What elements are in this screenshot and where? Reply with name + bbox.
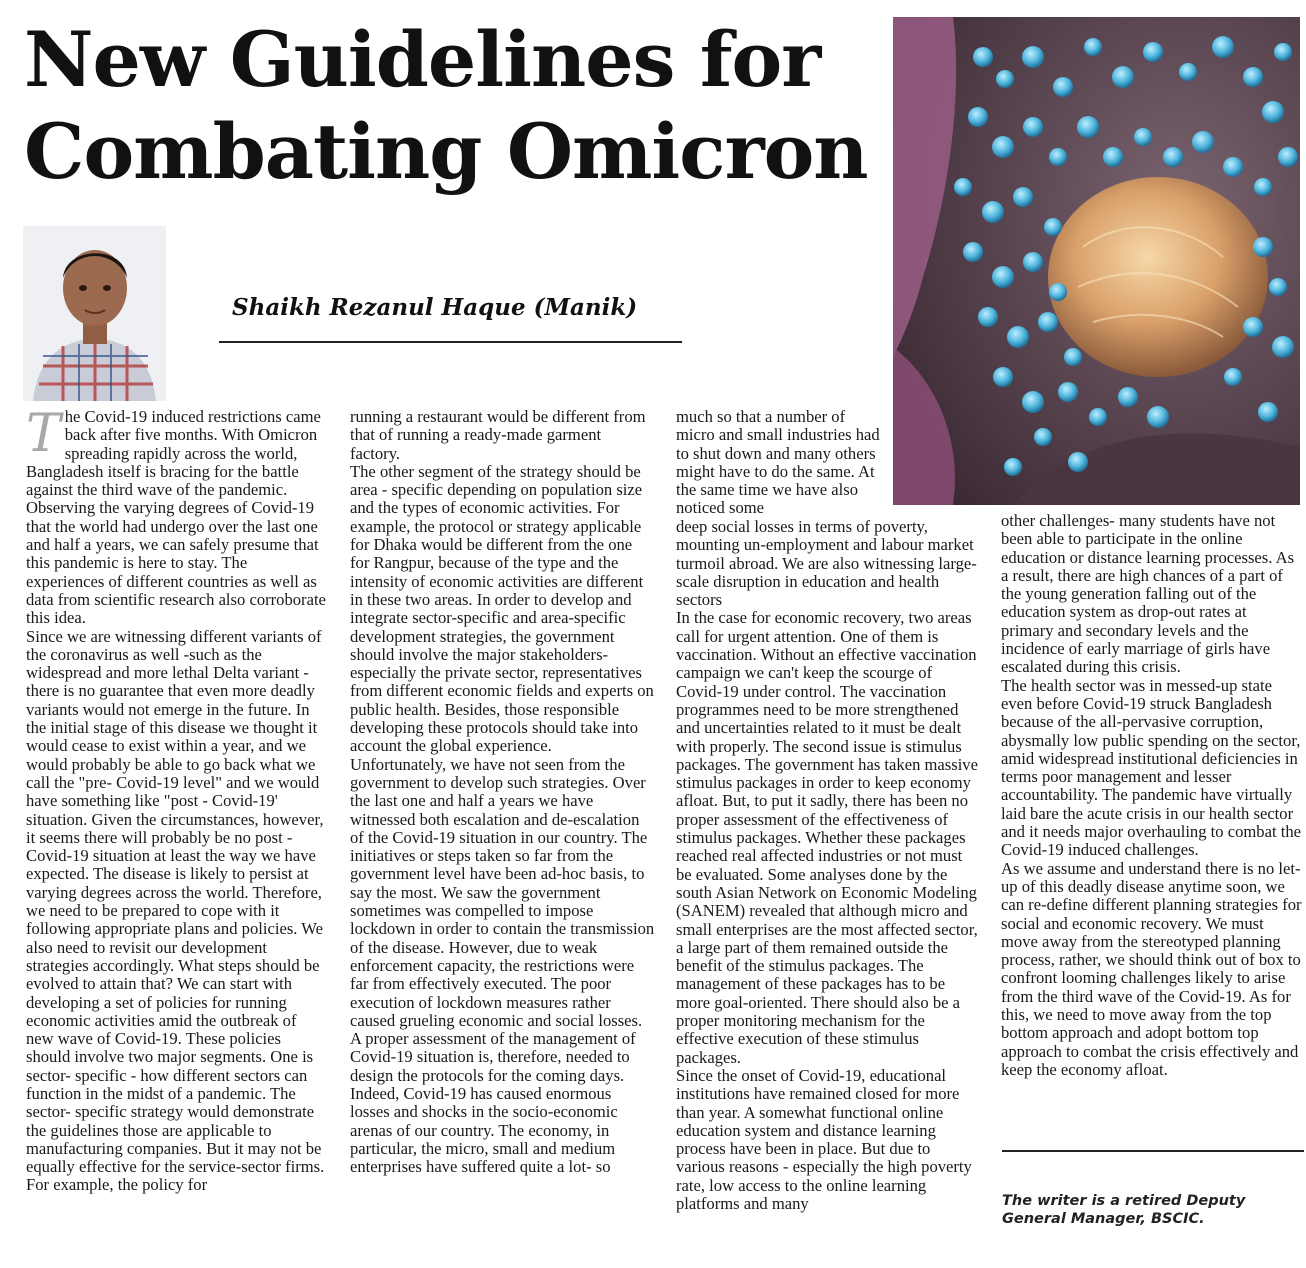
column-4 — [1001, 512, 1303, 1079]
paragraph: Indeed, Covid-19 has caused enormous losses and shocks in the socio-economic arenas of our country. The economy, in particular, the micro, small and medium enterprises have suffered quite a lot- so — [350, 1083, 618, 1177]
column-2 — [350, 408, 655, 1176]
virus-micrograph-image — [893, 17, 1300, 505]
paragraph: Unfortunately, we have not seen from the government to develop such strategies. Over the last one and half a years we have witnessed both escalation and de-escalation of the Covid-19 situation in our country. The initiatives or steps taken so far from the government level have been ad-hoc basis, to say the most. We saw the government sometimes was compelled to impose lockdown in order to contain the transmission of the disease. However, due to weak enforcement capacity, the restrictions were far from effectively executed. The poor execution of lockdown measures rather caused grueling economic and social losses. A proper assessment of the management of Covid-19 situation is, therefore, needed to design the protocols for the coming days. — [350, 754, 655, 1085]
author-note: The writer is a retired Deputy General Manager, BSCIC. — [1002, 1193, 1246, 1227]
paragraph: As we assume and understand there is no let-up of this deadly disease anytime soon, we can re-define different planning strategies for social and economic recovery. We must move away from the stereotyped planning process, rather, we should think out of box to confront looming challenges likely to arise from the third wave of the Covid-19. As for this, we need to move away from the top bottom approach and adopt bottom top approach to combat the crisis effectively and keep the economy afloat. — [1001, 858, 1302, 1079]
column-3-top — [676, 408, 886, 518]
author-portrait-illustration — [23, 226, 166, 401]
paragraph: The other segment of the strategy should be area - specific depending on population size and the types of economic activities. For example, the protocol or strategy applicable for Dhaka would be different from the one for Rangpur, because of the type and the intensity of economic activities are different in these two areas. In order to develop and integrate sector-specific and area-specific development strategies, the government should involve the major stakeholders- especially the private sector, representatives from different economic fields and experts on public health. Besides, those responsible developing these protocols should take into account the global experience. — [350, 461, 654, 756]
byline-divider — [219, 341, 682, 343]
headline — [24, 14, 884, 198]
headline-line-2: Combating Omicron — [24, 107, 868, 196]
byline: Shaikh Rezanul Haque (Manik) — [232, 294, 638, 321]
end-divider — [1002, 1150, 1304, 1152]
author-portrait-photo — [23, 226, 166, 401]
drop-cap: T — [26, 404, 61, 464]
headline-line-1: New Guidelines for — [24, 15, 821, 104]
paragraph: much so that a number of micro and small industries had to shut down and many others might have to do the same. At the same time we have also noticed some — [676, 407, 880, 518]
paragraph: Since the onset of Covid-19, educational institutions have remained closed for more than year. A somewhat functional online education system and distance learning process have been in place. But due to various reasons - especially the high poverty rate, low access to the online learning platforms and many — [676, 1065, 972, 1213]
paragraph: running a restaurant would be different from that of running a ready-made garment factory. — [350, 407, 646, 463]
column-3 — [676, 518, 981, 1213]
micrograph-illustration — [893, 17, 1300, 505]
paragraph-text: he Covid-19 induced restrictions came back after five months. With Omicron spreading rapidly across the world, Bangladesh itself is bracing for the battle against the third wave of the pandemic. Observing the varying degrees of Covid-19 that the world had undergo over the last one and half a years, we can safely presume that this pandemic is here to stay. The experiences of different countries as well as data from scientific research also corroborate this idea. — [26, 407, 326, 628]
paragraph: Since we are witnessing different variants of the coronavirus as well -such as the widespread and more lethal Delta variant - there is no guarantee that even more deadly variants would not emerge in the future. In the initial stage of this disease we thought it would cease to exist within a year, and we would probably be able to go back what we call the "pre- Covid-19 level" and we would have something like "post - Covid-19' situation. Given the circumstances, however, it seems there will probably be no post - Covid-19 situation at least the way we have expected. The disease is likely to persist at varying degrees across the world. Therefore, we need to be prepared to cope with it following appropriate plans and policies. We also need to revisit our development strategies accordingly. What steps should be evolved to attain that? We can start with developing a set of policies for running economic activities amid the outbreak of new wave of Covid-19. These policies should involve two major segments. One is sector- specific - how different sectors can function in the midst of a pandemic. The sector- specific strategy would demonstrate the guidelines those are applicable to manufacturing companies. But it may not be equally effective for the service-sector firms. For example, the policy for — [26, 626, 325, 1195]
paragraph: other challenges- many students have not been able to participate in the online education or distance learning processes. As a result, there are high chances of a part of the young generation falling out of the education system as drop-out rates at primary and secondary levels and the incidence of early marriage of girls have escalated during this crisis. — [1001, 511, 1295, 677]
paragraph: The health sector was in messed-up state even before Covid-19 struck Bangladesh because of the all-pervasive corruption, abysmally low public spending on the sector, amid widespread institutional deficiencies in terms poor management and lesser accountability. The pandemic have virtually laid bare the acute crisis in our health sector and it needs major overhauling to combat the Covid-19 induced challenges. — [1001, 675, 1301, 860]
paragraph: deep social losses in terms of poverty, mounting un-employment and labour market turmoil abroad. We are also witnessing large-scale disruption in education and health sectors — [676, 517, 977, 610]
paragraph: In the case for economic recovery, two areas call for urgent attention. One of them is vaccination. Without an effective vaccination campaign we can't keep the scourge of Covid-19 under control. The vaccination programmes need to be more strengthened and uncertainties related to it must be dealt with properly. The second issue is stimulus packages. The government has taken massive stimulus packages in order to keep economy afloat. But, to put it sadly, there has been no proper assessment of the effectiveness of stimulus packages. Whether these packages reached real affected industries or not must be evaluated. Some analyses done by the south Asian Network on Economic Modeling (SANEM) revealed that although micro and small enterprises are the most affected sector, a large part of them remained outside the benefit of the stimulus packages. The management of these packages has to be more goal-oriented. There should also be a proper monitoring mechanism for the effective execution of these stimulus packages. — [676, 608, 978, 1067]
paragraph — [26, 404, 328, 628]
column-1 — [26, 404, 328, 1195]
